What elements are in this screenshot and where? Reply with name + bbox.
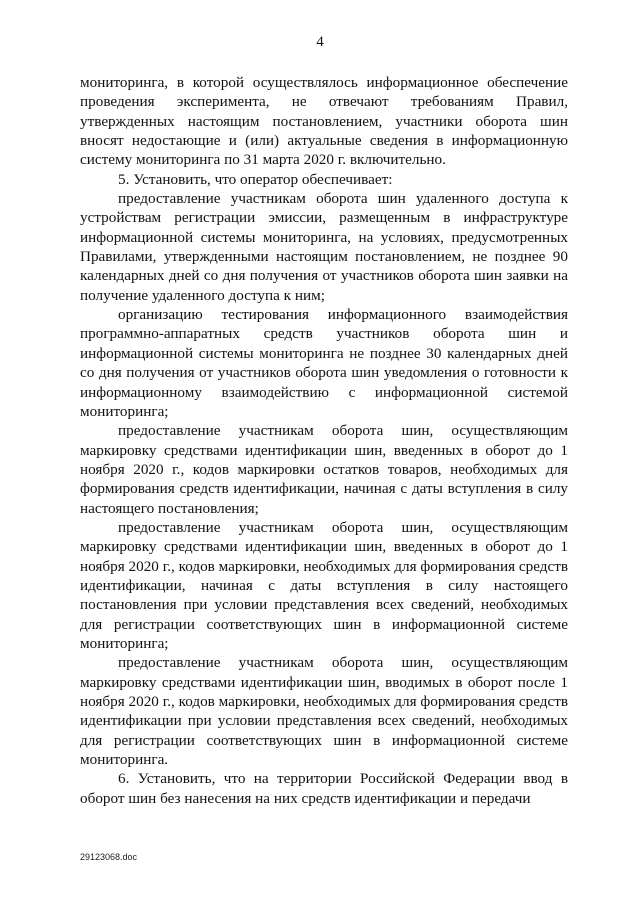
paragraph-remote-access: предоставление участникам оборота шин удаленного доступа к устройствам регистрации эмиссии, размещенным в инфраструктуре информационной системы мониторинга, на условиях, предусмотренных Правилами, утвержденными настоящим постановлением, не позднее 90 календарных дней со дня получения от участников оборота шин заявки на получение удаленного доступа к ним; [80, 190, 568, 304]
paragraph-continuation: мониторинга, в которой осуществлялось информационное обеспечение проведения эксперимента, не отвечают требованиям Правил, утвержденных настоящим постановлением, участники оборота шин вносят недостающие и (или) актуальные сведения в информационную систему мониторинга по 31 марта 2020 г. включительно. [80, 74, 568, 169]
paragraph-testing: организацию тестирования информационного взаимодействия программно-аппаратных средств участников оборота шин и информационной системы мониторинга не позднее 30 календарных дней со дня получения от участников оборота шин уведомления о готовности к информационному взаимодействию с информационной системой мониторинга; [80, 306, 568, 420]
footer-file-name: 29123068.doc [80, 852, 138, 862]
paragraph-clause-5: 5. Установить, что оператор обеспечивает: [118, 170, 393, 188]
paragraph-residual-codes: предоставление участникам оборота шин, осуществляющим маркировку средствами идентификации шин, введенных в оборот до 1 ноября 2020 г., кодов маркировки остатков товаров, необходимых для формирования средств идентификации, начиная с даты вступления в силу настоящего постановления; [80, 422, 568, 517]
page-number: 4 [316, 34, 324, 50]
paragraph-marking-codes-before: предоставление участникам оборота шин, осуществляющим маркировку средствами идентификации шин, введенных в оборот до 1 ноября 2020 г., кодов маркировки, необходимых для формирования средств идентификации, начиная с даты вступления в силу настоящего постановления при условии представления всех сведений, необходимых для регистрации соответствующих шин в информационной системе мониторинга; [80, 518, 569, 652]
paragraph-clause-6: 6. Установить, что на территории Российской Федерации ввод в оборот шин без нанесения на них средств идентификации и передачи [80, 770, 568, 807]
paragraph-marking-codes-after: предоставление участникам оборота шин, осуществляющим маркировку средствами идентификации шин, вводимых в оборот после 1 ноября 2020 г., кодов маркировки, необходимых для формирования средств идентификации при условии представления всех сведений, необходимых для регистрации соответствующих шин в информационной системе мониторинга. [80, 654, 569, 769]
document-body [80, 73, 568, 808]
